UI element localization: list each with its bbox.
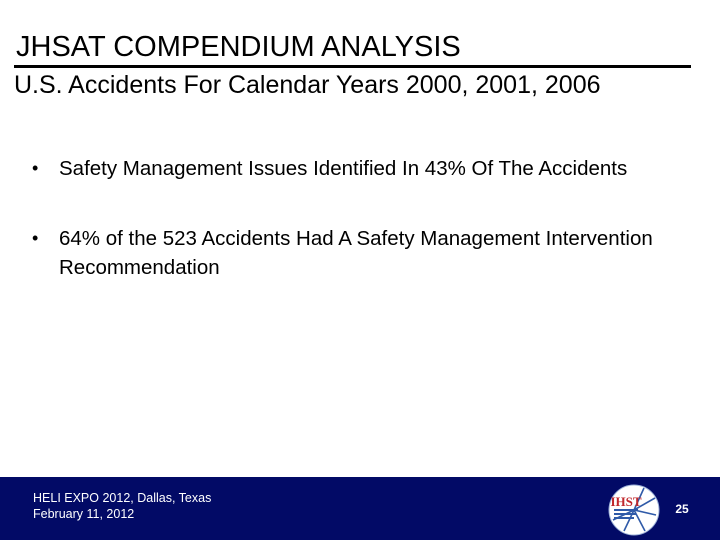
bullet-icon: • <box>32 158 39 178</box>
page-number: 25 <box>675 502 689 516</box>
logo-text: IHST <box>610 494 642 509</box>
bullet-icon: • <box>32 228 39 248</box>
footer-date: February 11, 2012 <box>33 506 135 521</box>
slide-subtitle: U.S. Accidents For Calendar Years 2000, 2001, 2006 <box>14 71 601 99</box>
title-underline <box>14 65 691 68</box>
ihst-logo-icon <box>608 484 660 536</box>
bullet-list <box>30 154 670 282</box>
bullet-item <box>30 224 670 282</box>
bullet-text: Safety Management Issues Identified In 43% Of The Accidents <box>59 157 628 180</box>
footer-bar <box>0 477 720 540</box>
bullet-item <box>30 154 670 183</box>
footer-event: HELI EXPO 2012, Dallas, Texas <box>33 491 212 505</box>
slide-title: JHSAT COMPENDIUM ANALYSIS <box>16 31 461 63</box>
footer-event-info <box>33 491 211 522</box>
bullet-text: 64% of the 523 Accidents Had A Safety Management Intervention Recommendation <box>59 227 653 279</box>
